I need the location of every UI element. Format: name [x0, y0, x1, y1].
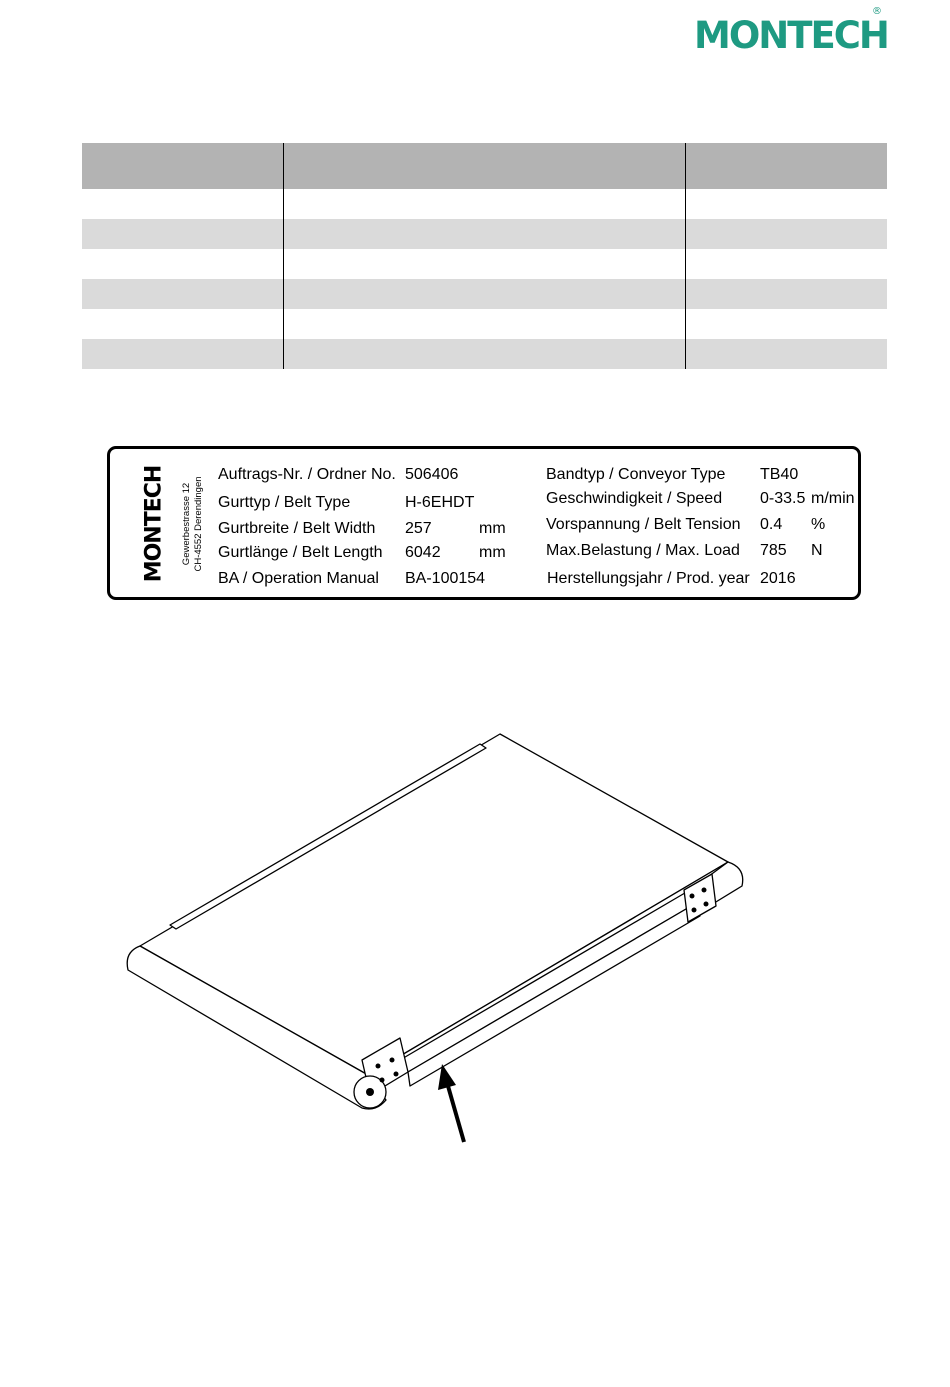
- speed-unit: m/min: [811, 490, 855, 507]
- belt-width-unit: mm: [479, 520, 506, 537]
- table-header-row: [82, 143, 887, 189]
- montech-logo: [694, 6, 888, 58]
- tension-label: Vorspannung / Belt Tension: [546, 516, 741, 533]
- order-no-label: Auftrags-Nr. / Ordner No.: [218, 466, 396, 483]
- nameplate-brand: MONTECH: [141, 465, 167, 583]
- belt-length-value: 6042: [405, 544, 441, 561]
- manual-value: BA-100154: [405, 570, 486, 587]
- manual-label: BA / Operation Manual: [218, 570, 379, 587]
- address-city: CH-4552 Derendingen: [193, 476, 204, 572]
- table-cell: [686, 339, 887, 369]
- table-cell: [283, 309, 686, 339]
- nameplate: [107, 446, 861, 600]
- table-header-cell: [283, 143, 686, 189]
- max-load-label: Max.Belastung / Max. Load: [546, 542, 740, 559]
- bolt: [704, 902, 709, 907]
- bolt: [394, 1072, 399, 1077]
- table-cell: [283, 219, 686, 249]
- table-row: [82, 279, 887, 309]
- belt-type-label: Gurttyp / Belt Type: [218, 494, 351, 511]
- speed-label: Geschwindigkeit / Speed: [546, 490, 723, 507]
- max-load-value: 785: [760, 542, 787, 559]
- table-header-cell: [686, 143, 887, 189]
- table-cell: [686, 219, 887, 249]
- bolt: [692, 908, 697, 913]
- table-cell: [82, 189, 283, 219]
- bolt: [376, 1064, 381, 1069]
- prod-year-label: Herstellungsjahr / Prod. year: [547, 570, 750, 587]
- belt-length-unit: mm: [479, 544, 506, 561]
- bolt: [380, 1078, 385, 1083]
- bolt: [702, 888, 707, 893]
- table-cell: [82, 249, 283, 279]
- belt-width-value: 257: [405, 520, 432, 537]
- table-row: [82, 249, 887, 279]
- table-cell: [686, 249, 887, 279]
- bolt: [390, 1058, 395, 1063]
- spec-table: [82, 143, 887, 369]
- tension-value: 0.4: [760, 516, 783, 533]
- nameplate-address: [178, 461, 208, 587]
- table-cell: [686, 279, 887, 309]
- pointer-arrow: [438, 1064, 464, 1142]
- table-cell: [82, 279, 283, 309]
- table-row: [82, 339, 887, 369]
- table-cell: [686, 189, 887, 219]
- speed-value: 0-33.5: [760, 490, 806, 507]
- table-row: [82, 219, 887, 249]
- table-cell: [283, 249, 686, 279]
- address-street: Gewerbestrasse 12: [181, 482, 192, 566]
- roller-axle: [366, 1088, 374, 1096]
- table-row: [82, 309, 887, 339]
- table-cell: [82, 339, 283, 369]
- prod-year-value: 2016: [760, 570, 796, 587]
- belt-type-value: H-6EHDT: [405, 494, 475, 511]
- bolt: [690, 894, 695, 899]
- table-header-cell: [82, 143, 283, 189]
- conveyor-type-value: TB40: [760, 466, 799, 483]
- nameplate-logo: [140, 461, 168, 587]
- table-cell: [82, 309, 283, 339]
- table-cell: [283, 189, 686, 219]
- order-no-value: 506406: [405, 466, 459, 483]
- table-cell: [283, 339, 686, 369]
- registered-mark: ®: [872, 6, 882, 17]
- table-cell: [686, 309, 887, 339]
- conveyor-type-label: Bandtyp / Conveyor Type: [546, 466, 726, 483]
- conveyor-drawing: [100, 720, 780, 1150]
- belt-length-label: Gurtlänge / Belt Length: [218, 544, 383, 561]
- max-load-unit: N: [811, 542, 823, 559]
- table-row: [82, 189, 887, 219]
- tension-unit: %: [811, 516, 826, 533]
- table-cell: [82, 219, 283, 249]
- logo-text: MONTECH: [694, 14, 888, 57]
- table-cell: [283, 279, 686, 309]
- belt-width-label: Gurtbreite / Belt Width: [218, 520, 376, 537]
